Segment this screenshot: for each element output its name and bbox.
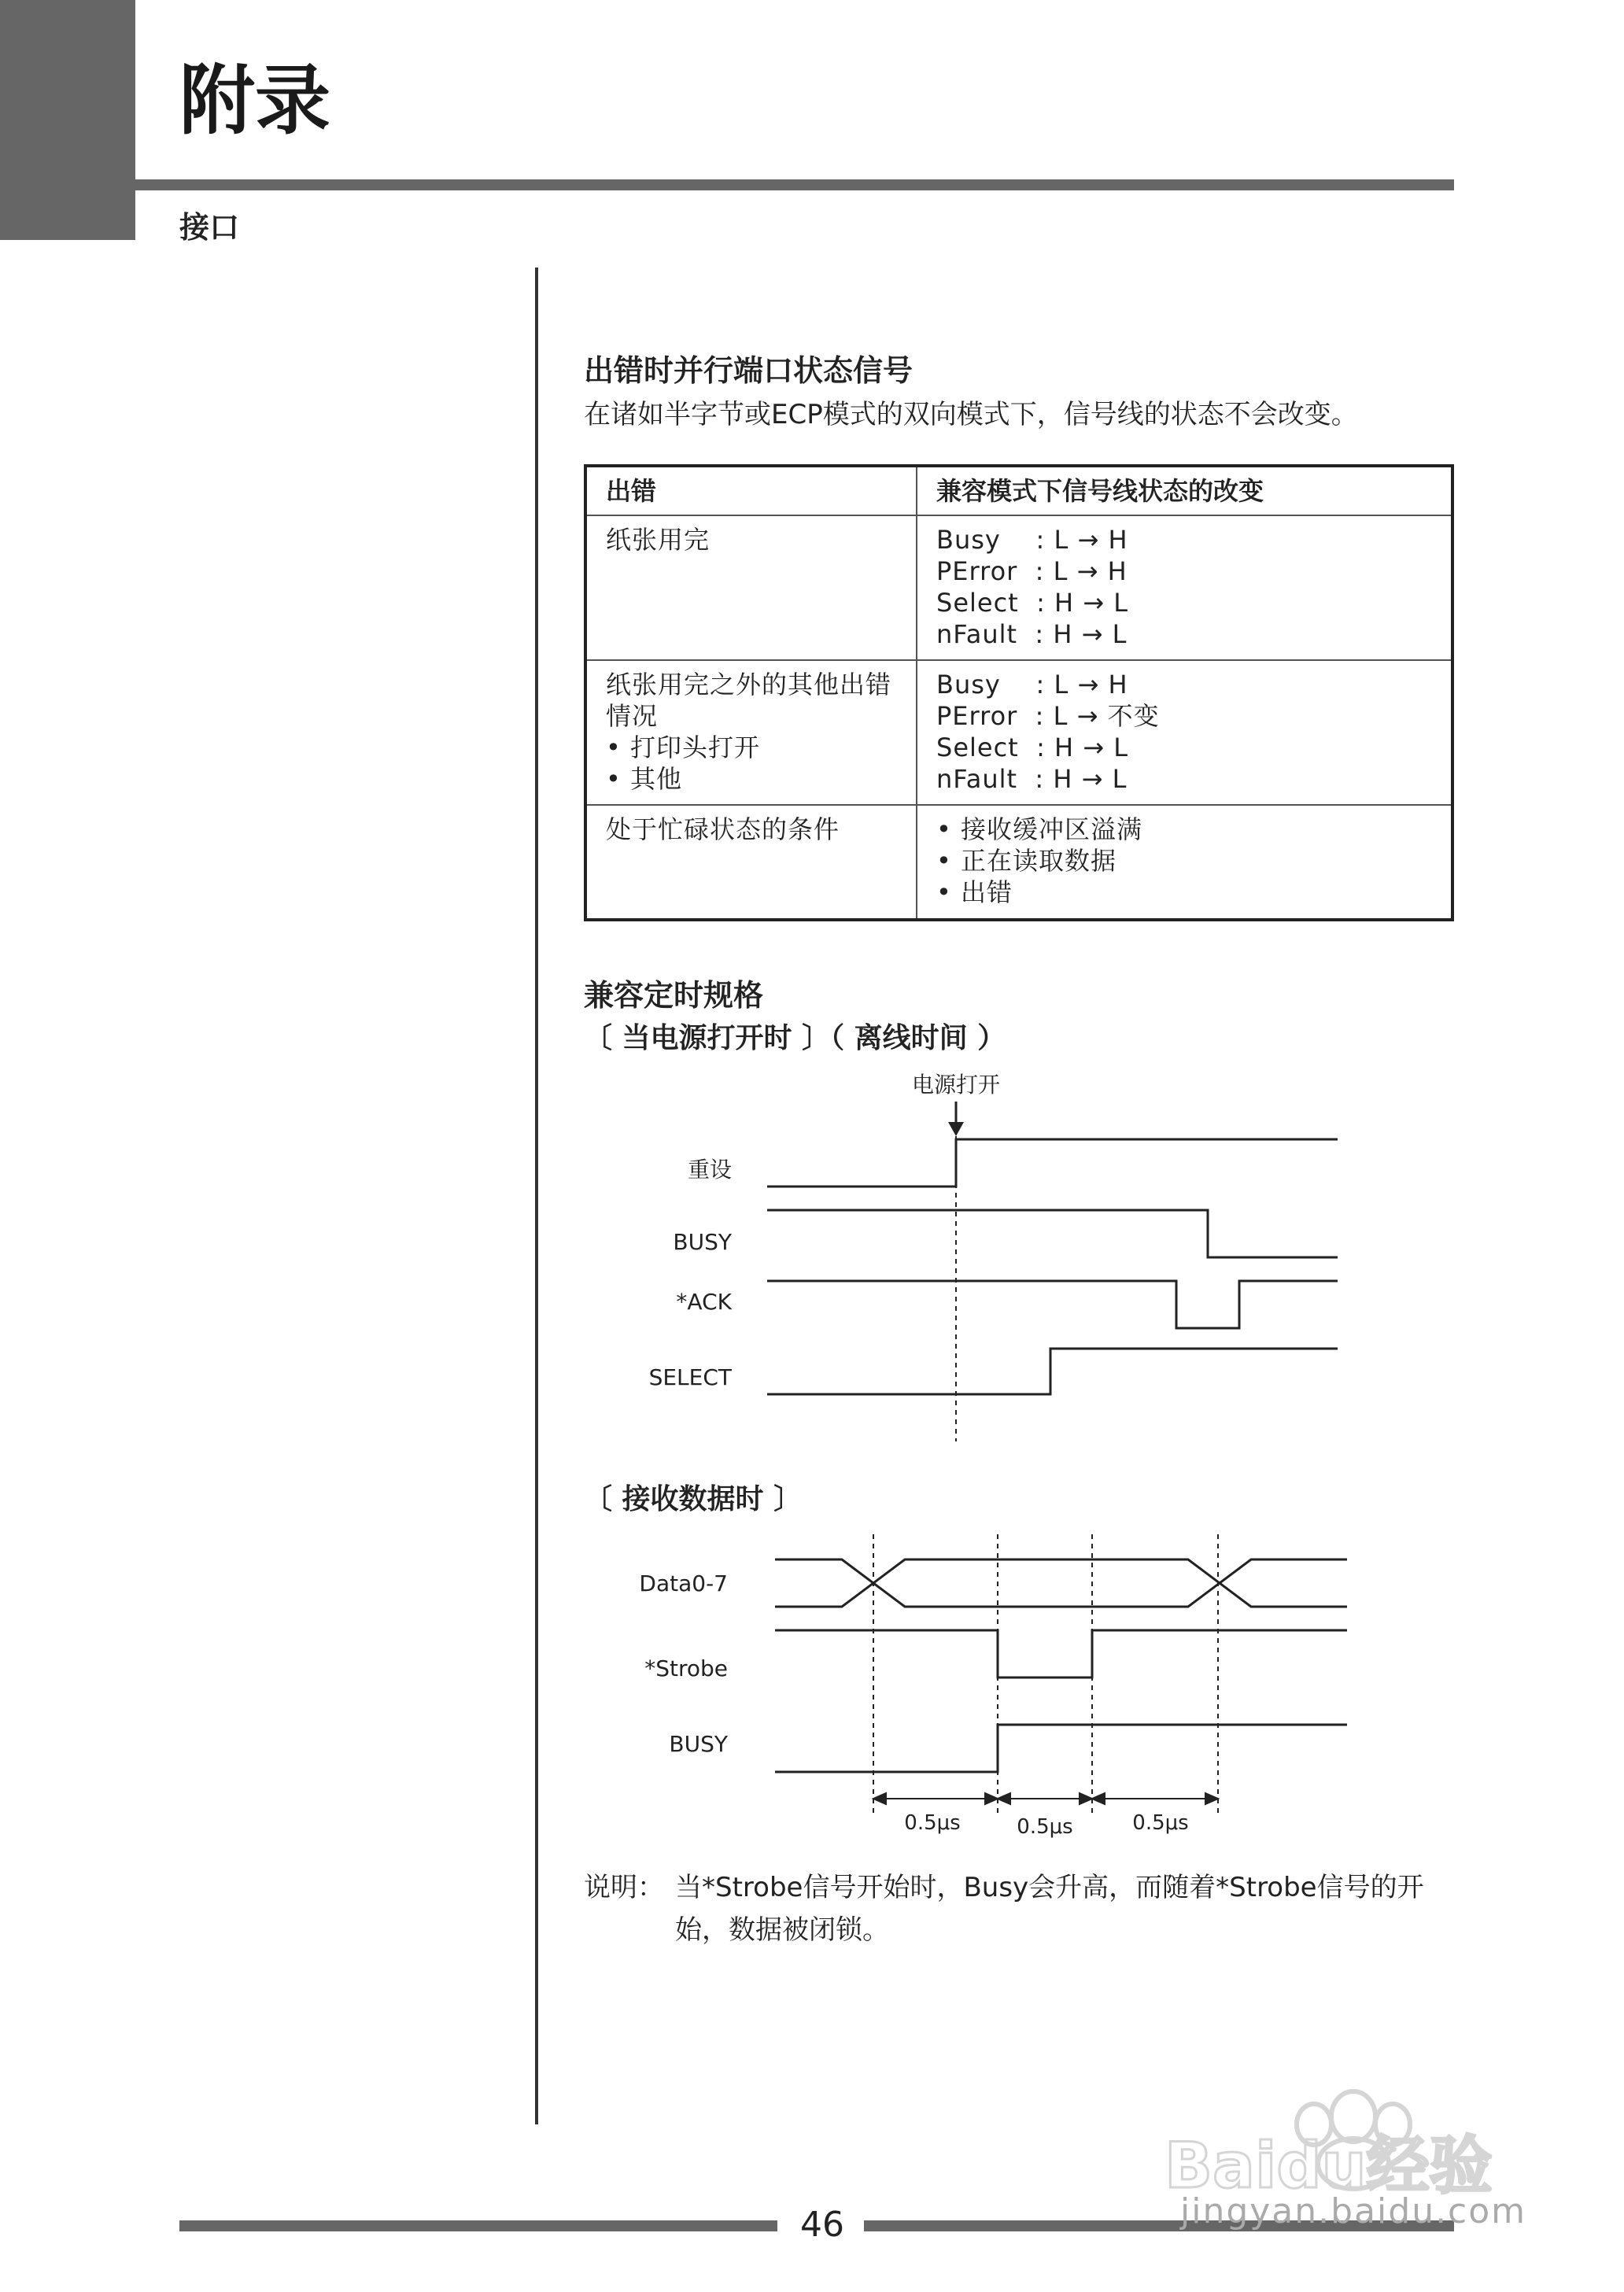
interval-label-3: 0.5μs	[1132, 1811, 1189, 1835]
signal-label-reset: 重设	[687, 1157, 732, 1183]
signal-trace-strobe	[775, 1630, 1347, 1677]
cell-line: • 出错	[936, 877, 1013, 907]
watermark-url: jingyan.baidu.com	[1180, 2191, 1527, 2231]
error-status-heading: 出错时并行端口状态信号	[584, 353, 914, 388]
interval-label-2: 0.5μs	[1017, 1815, 1073, 1839]
cell-line: 处于忙碌状态的条件	[606, 814, 840, 844]
cell-line: 纸张用完之外的其他出错	[606, 670, 892, 699]
watermark-brand-text: Baidu经验	[1164, 2129, 1493, 2195]
signal-label-select: SELECT	[648, 1364, 732, 1390]
cell-line: Busy : L → H	[936, 670, 1128, 699]
table-header-error: 出错	[585, 466, 917, 515]
interval-arrows	[873, 1793, 1218, 1804]
power-on-subheading: 〔 当电源打开时 〕（ 离线时间 ）	[584, 1022, 1006, 1054]
cell-line: Select : H → L	[936, 733, 1129, 762]
cell-line: PError : L → H	[936, 556, 1128, 586]
signal-label-strobe: *Strobe	[644, 1655, 728, 1681]
error-status-intro: 在诸如半字节或ECP模式的双向模式下，信号线的状态不会改变。	[584, 399, 1358, 430]
cell-line: • 接收缓冲区溢满	[936, 814, 1143, 844]
signal-trace-data	[775, 1559, 1347, 1607]
cell-line: • 打印头打开	[606, 733, 761, 762]
baidu-watermark-logo	[1157, 2069, 1550, 2198]
section-label: 接口	[179, 210, 240, 245]
cell-line: nFault : H → L	[936, 619, 1128, 649]
signal-label-ack: *ACK	[676, 1289, 732, 1315]
interval-label-1: 0.5μs	[904, 1811, 961, 1835]
receive-subheading: 〔 接收数据时 〕	[584, 1483, 803, 1515]
cell-line: PError : L → 不变	[936, 701, 1160, 731]
cell-line: nFault : H → L	[936, 764, 1128, 794]
cell-line: Select : H → L	[936, 588, 1129, 618]
power-on-marker-label: 电源打开	[911, 1072, 1001, 1098]
cell-line: • 其他	[606, 764, 683, 794]
paw-icon	[1157, 2069, 1550, 2195]
signal-label-busy: BUSY	[673, 1229, 732, 1255]
signal-trace-busy-2	[775, 1725, 1347, 1772]
timing-heading: 兼容定时规格	[584, 978, 764, 1013]
signal-label-busy-2: BUSY	[669, 1731, 728, 1757]
signal-label-data: Data0-7	[639, 1570, 728, 1596]
cell-line: 纸张用完	[606, 525, 710, 555]
cell-line: Busy : L → H	[936, 525, 1128, 555]
page-number: 46	[800, 2205, 844, 2245]
note-line-2: 始，数据被闭锁。	[675, 1914, 889, 1946]
table-header-changes: 兼容模式下信号线状态的改变	[917, 466, 1452, 515]
receive-guide-lines	[873, 1534, 1218, 1818]
note-line-1: 当*Strobe信号开始时，Busy会升高，而随着*Strobe信号的开	[675, 1872, 1424, 1903]
cell-line: • 正在读取数据	[936, 846, 1117, 876]
page-title: 附录	[179, 57, 330, 145]
cell-line: 情况	[606, 701, 659, 731]
footer-rule-left	[179, 2220, 777, 2231]
note-label: 说明：	[584, 1872, 664, 1903]
